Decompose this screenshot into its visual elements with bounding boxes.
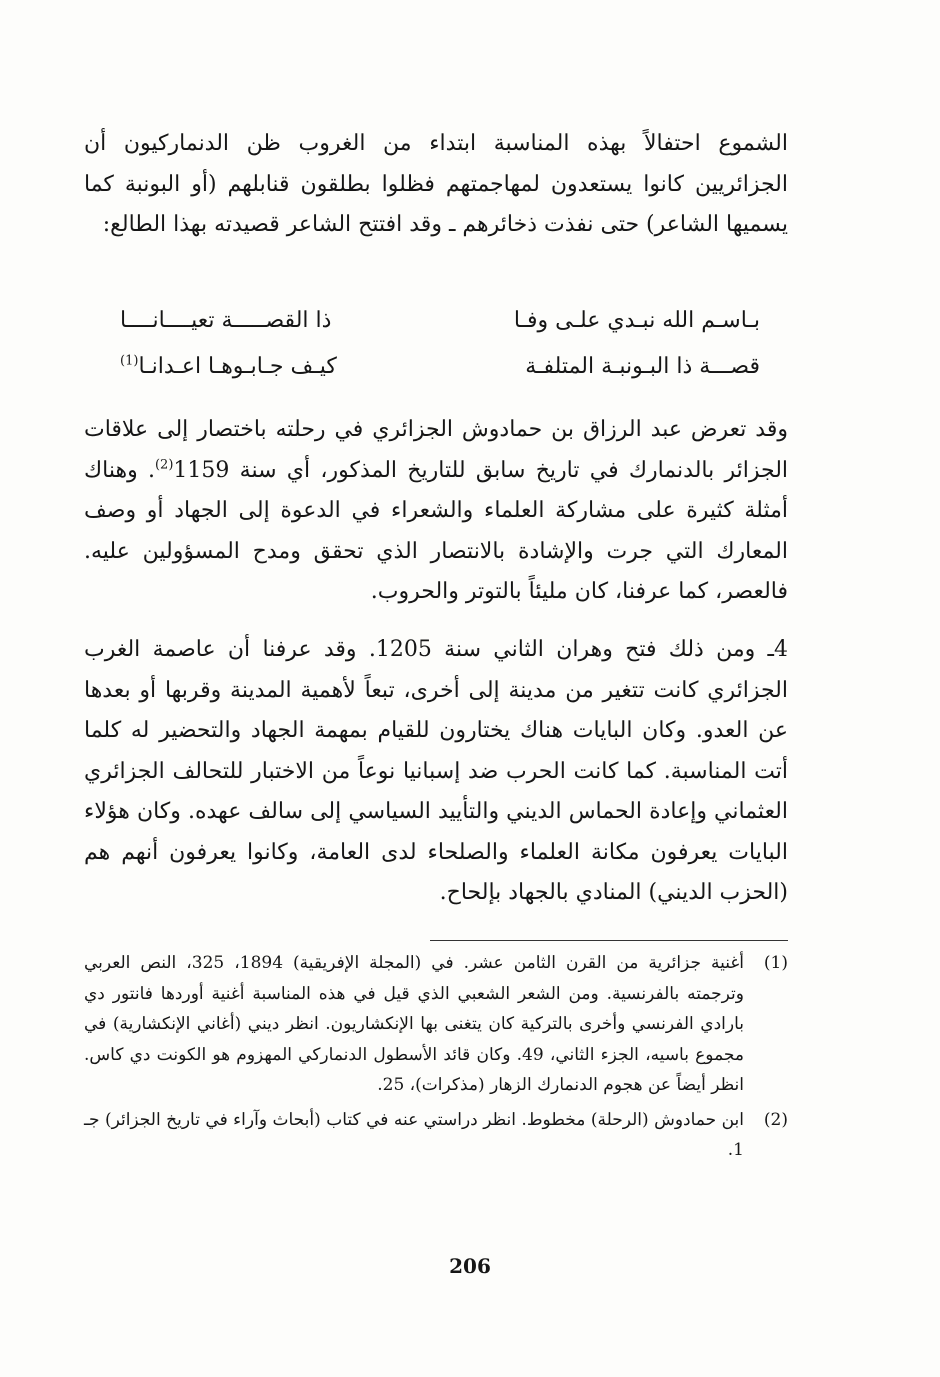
footnote-1 — [84, 948, 788, 1101]
paragraph-2 — [84, 410, 788, 613]
paragraph-2-part-2: . وهناك أمثلة كثيرة على مشاركة العلماء والشعراء في الدعوة إلى الجهاد أو وصف المعارك التي جرت والإشادة بالانتصار الذي تحقق ومدح المسؤولين عليه. فالعصر، كما عرفنا، كان مليئاً بالتوتر والحروب. — [84, 457, 788, 604]
footnote-2-text: ابن حمادوش (الرحلة) مخطوط. انظر دراستي عنه في كتاب (أبحاث وآراء في تاريخ الجزائر) جـ 1. — [84, 1109, 744, 1160]
footnote-1-label: (1) — [763, 953, 788, 973]
verse-1-first-hemistich: بـاسـم الله نبـدي علـى وفـا — [513, 308, 760, 333]
verse-2-second-hemistich — [120, 344, 337, 390]
verse-2-first-hemistich: قصـــة ذا البـونبـة المتلفـة — [525, 354, 760, 379]
footnote-2-label: (2) — [763, 1109, 788, 1130]
footnote-1-text: أغنية جزائرية من القرن الثامن عشر. في (المجلة الإفريقية) 1894، 325، النص العربي وترجمته بالفرنسية. ومن الشعر الشعبي الذي قيل في هذه المناسبة أغنية أوردها فانتور دي بارادي الفرنسي وأخرى بالتركية كان يتغنى بها الإنكشاريون. انظر ديني (أغاني الإنكشارية) في مجموع باسيه، الجزء الثاني، 49. وكان قائد الأسطول الدنماركي المهزوم هو الكونت دي كاس. انظر أيضاً عن هجوم الدنمارك الزهار (مذكرات)، 25. — [84, 953, 745, 1095]
footnote-2 — [84, 1105, 788, 1166]
footnote-ref-2: (2) — [154, 457, 174, 473]
verse-1-second-hemistich: ذا القصـــــة تعيــــانــــا — [120, 308, 332, 333]
page-number: 206 — [449, 1254, 491, 1278]
poem-verse-2 — [120, 344, 760, 390]
poem — [120, 298, 760, 390]
poem-verse-1 — [120, 298, 760, 344]
paragraph-1: الشموع احتفالاً بهذه المناسبة ابتداء من الغروب ظن الدنماركيون أن الجزائريين كانوا يستعدون لمهاجمتهم فظلوا بطلقون قنابلهم (أو البونبة كما يسميها الشاعر) حتى نفذت ذخائرهم ـ وقد افتتح الشاعر قصيدته بهذا الطالع: — [84, 131, 788, 237]
paragraph-2-part-1: وقد تعرض عبد الرزاق بن حمادوش الجزائري في رحلته باختصار إلى علاقات الجزائر بالدنمارك في تاريخ سابق للتاريخ المذكور، أي سنة 1159 — [84, 417, 789, 483]
footnotes — [84, 948, 788, 1170]
footnote-ref-1: (1) — [120, 353, 139, 369]
verse-2-second-hemistich-text: كيـف جـابـوهـا اعـدانـا — [138, 354, 337, 379]
footnote-divider — [430, 940, 788, 941]
paragraph-3: 4ـ ومن ذلك فتح وهران الثاني سنة 1205. وقد عرفنا أن عاصمة الغرب الجزائري كانت تتغير من مدينة إلى أخرى، تبعاً لأهمية المدينة وقربها أو بعدها عن العدو. وكان البايات هناك يختارون للقيام بمهمة الجهاد والتحضير له كلما أتت المناسبة. كما كانت الحرب ضد إسبانيا نوعاً من الاختبار للتحالف الجزائري العثماني وإعادة الحماس الديني والتأييد السياسي إلى سالف عهده. وكان هؤلاء البايات يعرفون مكانة العلماء والصلحاء لدى العامة، وكانوا يعرفون أنهم هم (الحزب الديني) المنادي بالجهاد بإلحاح. — [84, 637, 788, 905]
